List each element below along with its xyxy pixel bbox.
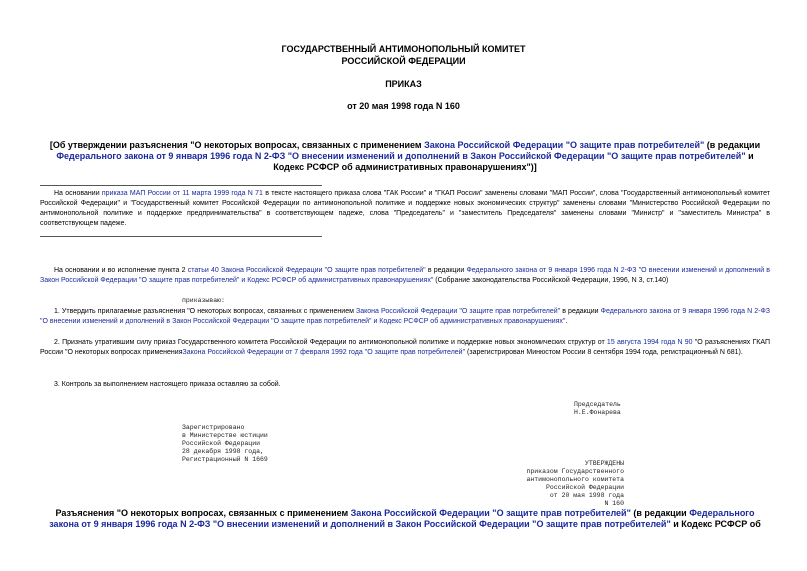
registration-line3: Российской Федерации (182, 440, 261, 447)
approved-line2: приказом Государственного (526, 468, 624, 475)
registration-line2: в Министерстве юстиции (182, 432, 268, 439)
item2-text-1: 2. Признать утратившим силу приказ Государственного комитета Российской Федерации по антимонопольной политике и поддержке новых экономических структур от (54, 339, 607, 346)
org-name-line2: РОССИЙСКОЙ ФЕДЕРАЦИИ (341, 56, 466, 66)
org-name-line1: ГОСУДАРСТВЕННЫЙ АНТИМОНОПОЛЬНЫЙ КОМИТЕТ (281, 44, 526, 54)
document-date-number: от 20 мая 1998 года N 160 (347, 101, 460, 111)
approved-line3: антимонопольного комитета (526, 476, 624, 483)
signature-title: Председатель (574, 401, 621, 408)
approved-line1: УТВЕРЖДЕНЫ (584, 460, 624, 467)
bottom-title-text-2: (в редакции (630, 508, 690, 518)
order-word: приказываю: (182, 297, 225, 304)
item1-link-federal-law[interactable]: Федерального закона от 9 января 1996 года N 2-ФЗ "О внесении изменений и дополнений в Закон Российской Федерации "О защите прав потребителей" и Кодекс РСФСР об административных правонарушениях" (40, 308, 770, 325)
registration-line5: Регистрационный N 1669 (182, 456, 268, 463)
order-title (40, 140, 770, 173)
item1-link-law[interactable]: Закона Российской Федерации "О защите прав потребителей" (356, 308, 561, 315)
item2-text-3: (зарегистрирован Минюстом России 8 сентября 1994 года, регистрационный N 681). (465, 349, 743, 356)
note-text-2: в тексте настоящего приказа слова "ГАК России" и "ГКАП России" заменены словами "МАП России", слова "Государственный антимонопольный комитет Российской Федерации" и "Государственный комитет Российской Федерации по антимонопольной политике и поддержке новых экономических структур" заменены словами "Министерство Российской Федерации по антимонопольной политике и поддержке предпринимательства" в соответствующем падеже, слова "Председатель" и "заместитель Председателя" заменены словами "Министр" и "заместитель Министра" в соответствующем падеже. (40, 190, 770, 227)
basis-text-3: (Собрание законодательства Российской Федерации, 1996, N 3, ст.140) (433, 277, 669, 284)
item1-text-3: . (565, 318, 568, 325)
item2-text-2: "О разъяснениях ГКАП России "О некоторых вопросах применения (40, 339, 770, 356)
approved-line4: Российской Федерации (545, 484, 624, 491)
basis-text-1: На основании и во исполнение пункта 2 (54, 267, 188, 274)
item-1 (40, 307, 770, 327)
title-text-2: (в редакции (704, 140, 761, 150)
registration-line1: Зарегистрировано (182, 424, 245, 431)
item-2 (40, 338, 770, 358)
basis-link-article[interactable]: статьи 40 Закона Российской Федерации "О защите прав потребителей" (187, 267, 426, 274)
bottom-title-text-3: и Кодекс РСФСР об (670, 519, 761, 529)
registration-line4: 28 декабря 1998 года, (182, 448, 264, 455)
basis-link-federal-law[interactable]: Федерального закона от 9 января 1996 года N 2-ФЗ "О внесении изменений и дополнений в Закон Российской Федерации "О защите прав потребителей" и Кодекс РСФСР об административных правонарушениях" (40, 267, 771, 284)
item1-text-1: 1. Утвердить прилагаемые разъяснения "О некоторых вопросах, связанных с применением (54, 308, 357, 315)
signature-name: Н.Е.Фонарева (574, 409, 621, 416)
title-text-3: и Кодекс РСФСР об административных правонарушениях")] (273, 151, 754, 172)
clarifications-title (40, 508, 770, 530)
bottom-title-text-1: Разъяснения "О некоторых вопросах, связанных с применением (55, 508, 351, 518)
item2-link-law[interactable]: Закона Российской Федерации от 7 февраля 1992 года "О защите прав потребителей" (182, 349, 466, 356)
basis-paragraph (40, 266, 770, 286)
approved-line6: N 160 (604, 500, 624, 507)
document-type: ПРИКАЗ (385, 79, 422, 89)
title-link-federal-law[interactable]: Федерального закона от 9 января 1996 года N 2-ФЗ "О внесении изменений и дополнений в Закон Российской Федерации "О защите прав потребителей" (56, 151, 746, 161)
title-link-law[interactable]: Закона Российской Федерации "О защите прав потребителей" (424, 140, 705, 150)
note-top-rule (40, 185, 322, 186)
title-text-1: [Об утверждении разъяснения "О некоторых вопросах, связанных с применением (49, 140, 425, 150)
item1-text-2: в редакции (560, 308, 601, 315)
note-text-1: На основании (54, 190, 102, 197)
basis-text-2: в редакции (425, 267, 467, 274)
bottom-title-link-law[interactable]: Закона Российской Федерации "О защите прав потребителей" (350, 508, 631, 518)
note-bottom-rule (40, 236, 322, 237)
approved-line5: от 20 мая 1998 года (549, 492, 624, 499)
editorial-note (40, 189, 770, 229)
item2-link-date[interactable]: 15 августа 1994 года N 90 (606, 339, 693, 346)
bottom-title-link-federal-law[interactable]: Федерального закона от 9 января 1996 года N 2-ФЗ "О внесении изменений и дополнений в Закон Российской Федерации "О защите прав потребителей" (49, 508, 755, 529)
item-3: 3. Контроль за выполнением настоящего приказа оставляю за собой. (54, 381, 281, 388)
note-link-order[interactable]: приказа МАП России от 11 марта 1999 года N 71 (101, 190, 263, 197)
